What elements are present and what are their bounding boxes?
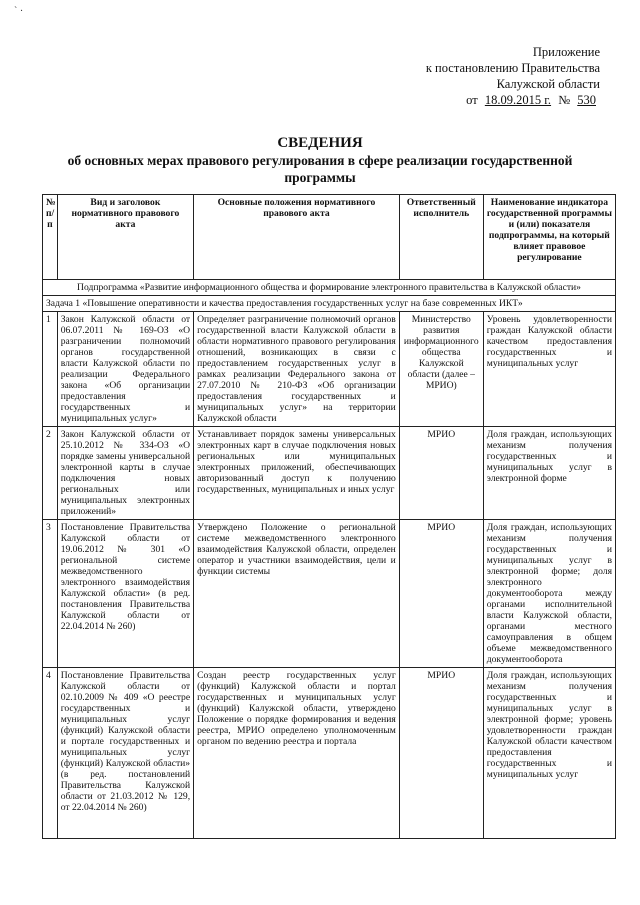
table-row bbox=[43, 520, 616, 668]
row-act: Закон Калужской области от 25.10.2012 № 334-ОЗ «О порядке замены универсальной электронной карты в случае подключения новых региональных или муниципальных электронных приложений» bbox=[57, 427, 193, 520]
table-row bbox=[43, 427, 616, 520]
row-main: Создан реестр государственных услуг (функций) Калужской области и портал государственных и муниципальных услуг (функций) Калужской области, утверждено Положение о порядке формирования и ведения реестра, МРИО определено уполномоченным органом по ведению реестра и портала bbox=[194, 668, 400, 839]
appendix-date-line bbox=[360, 92, 600, 108]
appendix-line-1: Приложение bbox=[532, 45, 600, 59]
row-number: 1 bbox=[43, 312, 58, 427]
row-main: Устанавливает порядок замены универсальных электронных карт в случае подключения новых региональных или муниципальных электронных приложений, обеспечивающих авторизованный доступ к получению государственных, муниципальных и иных услуг bbox=[194, 427, 400, 520]
appendix-line-3: Калужской области bbox=[496, 77, 600, 91]
header-main: Основные положения нормативного правового акта bbox=[194, 195, 400, 280]
document-title: СВЕДЕНИЯ bbox=[277, 135, 363, 151]
header-resp: Ответственный исполнитель bbox=[399, 195, 483, 280]
title-block bbox=[40, 134, 600, 186]
appendix-block bbox=[360, 44, 600, 108]
row-ind: Уровень удовлетворенности граждан Калужской области качеством предоставления государственных и муниципальных услуг bbox=[483, 312, 615, 427]
header-ind: Наименование индикатора государственной программы и (или) показателя подпрограммы, на который влияет правовое регулирование bbox=[483, 195, 615, 280]
row-number: 2 bbox=[43, 427, 58, 520]
subprogram-row bbox=[43, 280, 616, 296]
row-ind: Доля граждан, использующих механизм получения государственных и муниципальных услуг в электронной форме bbox=[483, 427, 615, 520]
decree-number: 530 bbox=[577, 93, 596, 107]
row-number: 4 bbox=[43, 668, 58, 839]
row-act: Закон Калужской области от 06.07.2011 № 169-ОЗ «О разграничении полномочий органов государственной власти Калужской области по реализации Федерального закона «Об организации предоставления государственных и муниципальных услуг» bbox=[57, 312, 193, 427]
row-resp: МРИО bbox=[399, 668, 483, 839]
row-act: Постановление Правительства Калужской области от 02.10.2009 № 409 «О реестре государственных и муниципальных услуг (функций) Калужской области и портале государственных и муниципальных услуг (функций) Калужской области» (в ред. постановлений Правительства Калужской области от 21.03.2012 № 129, от 22.04.2014 № 260) bbox=[57, 668, 193, 839]
from-label: от bbox=[466, 93, 478, 107]
row-resp: МРИО bbox=[399, 427, 483, 520]
row-act: Постановление Правительства Калужской области от 19.06.2012 № 301 «О региональной системе межведомственного электронного взаимодействия Калужской области» (в ред. постановления Правительства Калужской области от 22.04.2014 № 260) bbox=[57, 520, 193, 668]
measures-table bbox=[42, 194, 616, 839]
row-ind: Доля граждан, использующих механизм получения государственных и муниципальных услуг в электронной форме; доля электронного документооборота между органами исполнительной власти Калужской области, органами местного самоуправления в общем объеме межведомственного документооборота bbox=[483, 520, 615, 668]
row-number: 3 bbox=[43, 520, 58, 668]
header-act: Вид и заголовок нормативного правового акта bbox=[57, 195, 193, 280]
decree-date: 18.09.2015 г. bbox=[484, 93, 552, 107]
row-main: Определяет разграничение полномочий органов государственной власти Калужской области в области нормативного правового регулирования отношений, возникающих в связи с предоставлением государственных услуг в рамках реализации Федерального закона от 27.07.2010 № 210-ФЗ «Об организации предоставления государственных и муниципальных услуг» на территории Калужской области bbox=[194, 312, 400, 427]
subprogram-title: Подпрограмма «Развитие информационного общества и формирование электронного правительства в Калужской области» bbox=[43, 280, 616, 296]
document-subtitle: об основных мерах правового регулирования в сфере реализации государственной программы bbox=[67, 153, 573, 185]
scan-mark: ` · bbox=[14, 6, 24, 17]
task-title: Задача 1 «Повышение оперативности и качества предоставления государственных услуг на базе современных ИКТ» bbox=[43, 296, 616, 312]
number-label: № bbox=[558, 93, 571, 107]
appendix-line-2: к постановлению Правительства bbox=[425, 61, 600, 75]
row-resp: Министерство развития информационного общества Калужской области (далее – МРИО) bbox=[399, 312, 483, 427]
row-resp: МРИО bbox=[399, 520, 483, 668]
header-num: № п/п bbox=[43, 195, 58, 280]
task-row bbox=[43, 296, 616, 312]
row-ind: Доля граждан, использующих механизм получения государственных и муниципальных услуг в электронной форме; уровень удовлетворенности граждан Калужской области качеством предоставления государственных и муниципальных услуг bbox=[483, 668, 615, 839]
table-header-row bbox=[43, 195, 616, 280]
table-row bbox=[43, 312, 616, 427]
row-main: Утверждено Положение о региональной системе межведомственного электронного взаимодействия Калужской области, определен оператор и участники взаимодействия, цели и функции системы bbox=[194, 520, 400, 668]
table-row bbox=[43, 668, 616, 839]
